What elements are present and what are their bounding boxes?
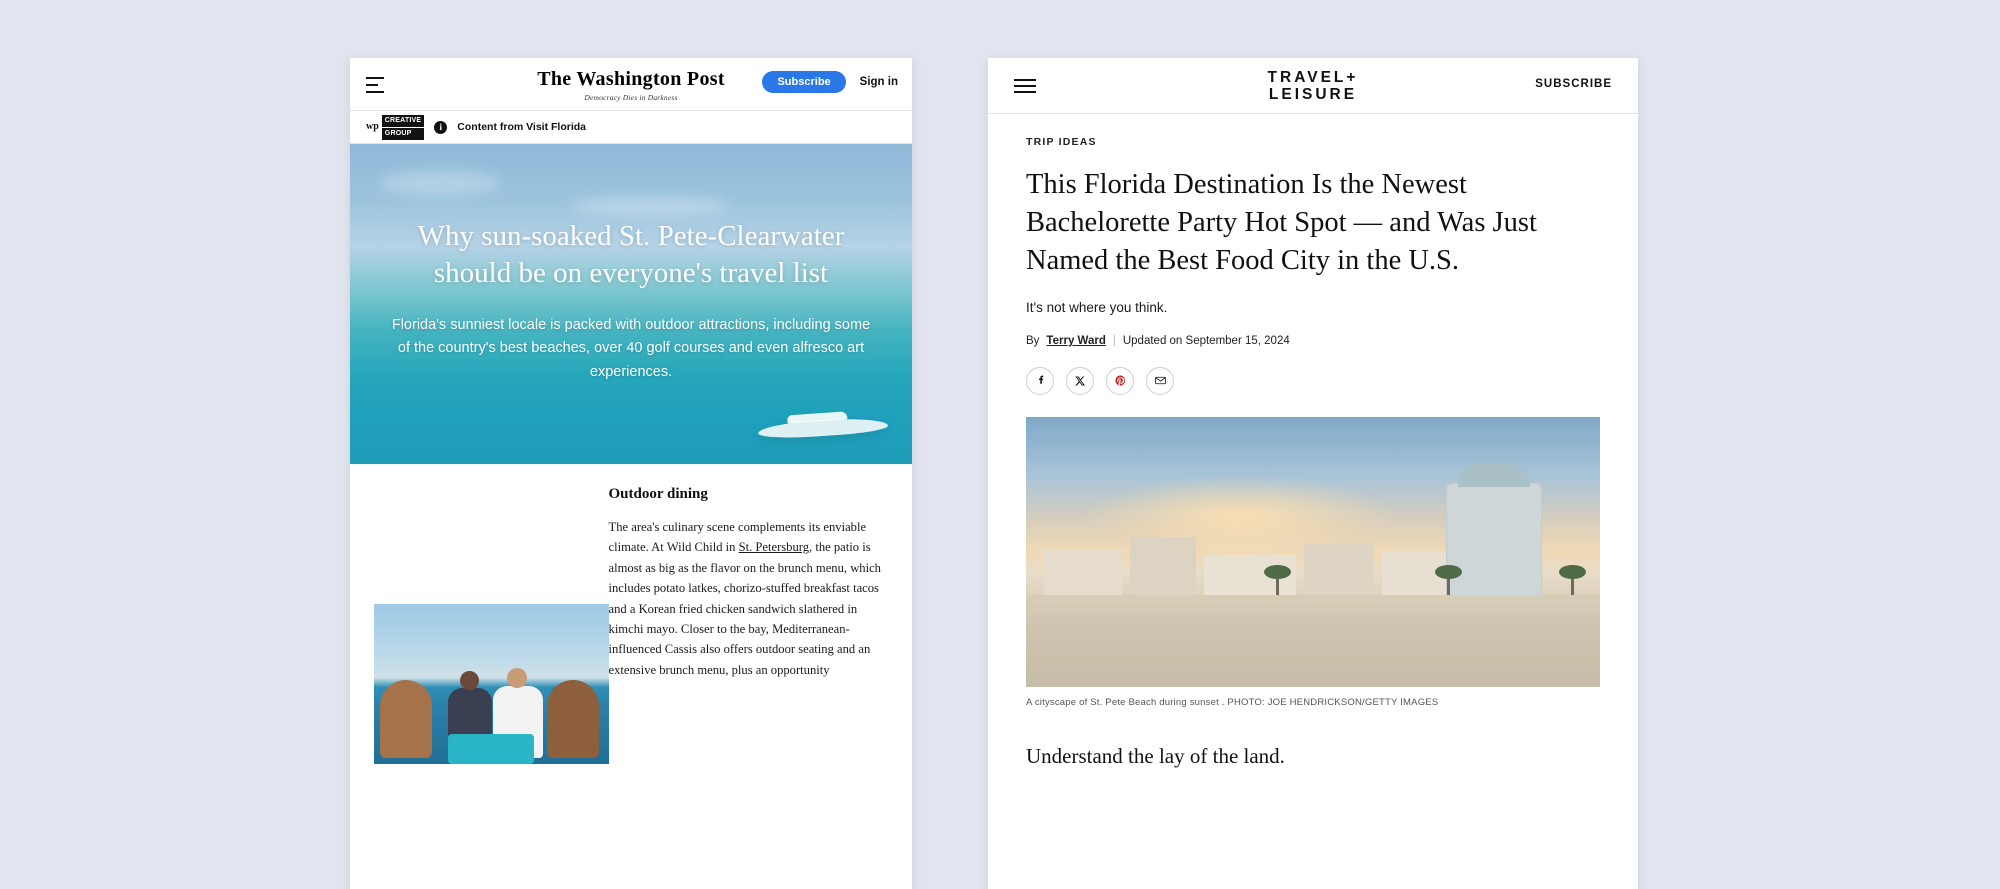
tl-dek: It's not where you think. [1026,299,1168,315]
chair-decoration [380,680,432,758]
building-decoration [1044,549,1122,601]
building-decoration [1130,537,1196,601]
wp-creative-group-logo [366,115,424,140]
sponsor-content-text: Content from Visit Florida [457,121,587,133]
tl-byline [1026,335,1600,347]
tl-headline: This Florida Destination Is the Newest Bachelorette Party Hot Spot — and Was Just Named the Best Food City in the U.S. [1026,169,1537,276]
st-pete-beach-photo [1026,417,1600,687]
wp-site-header [350,58,912,110]
tl-article-figure [1026,417,1600,708]
tl-logo-line-2: LEISURE [1268,86,1358,104]
info-icon[interactable]: i [434,121,447,134]
tl-kicker[interactable]: TRIP IDEAS [1026,136,1097,148]
table-decoration [448,734,534,764]
wp-paragraph-part-1: The area's culinary scene complements its enviable climate. At Wild Child in [608,520,867,555]
tl-article-body [988,114,1638,769]
wp-masthead-tagline: Democracy Dies in Darkness [584,93,678,102]
wp-paragraph-part-2: , the patio is almost as big as the flavor on the brunch menu, which includes potato latkes, chorizo-stuffed breakfast tacos and a Korean fried chicken sandwich slathered in kimchi mayo. Closer to the bay, Mediterranean-influenced Cassis also offers outdoor seating and an extensive brunch menu, plus an opportunity [608,540,881,677]
email-share-icon[interactable] [1146,367,1174,395]
tl-share-bar [1026,367,1600,395]
st-petersburg-link[interactable]: St. Petersburg [738,540,810,555]
pinterest-share-icon[interactable] [1106,367,1134,395]
tl-logo-line-1: TRAVEL+ [1267,69,1359,86]
author-link[interactable]: Terry Ward [1046,334,1106,347]
group-label: GROUP [382,128,424,140]
wp-section-title: Outdoor dining [608,486,708,502]
byline-divider: | [1112,334,1116,347]
boat-decoration [758,415,889,440]
wp-sponsor-bar [350,110,912,144]
twitter-x-share-icon[interactable] [1066,367,1094,395]
building-decoration [1304,543,1374,601]
wp-masthead-title: The Washington Post [537,68,725,90]
resort-tower-decoration [1446,483,1542,601]
tl-site-header [988,58,1638,114]
facebook-share-icon[interactable] [1026,367,1054,395]
wp-hero-subtitle: Florida's sunniest locale is packed with outdoor attractions, including some of the country's best beaches, over 40 golf courses and even alfresco art experiences. [391,317,871,380]
wp-header-actions [762,71,898,93]
subscribe-button[interactable]: Subscribe [762,71,845,93]
wp-article-right-column [609,486,912,764]
wp-article-body [350,464,912,764]
beach-decoration [1026,595,1600,687]
travel-leisure-article-card [988,58,1638,889]
wp-hero-title: Why sun-soaked St. Pete-Clearwater should be on everyone's travel list [417,220,845,290]
hamburger-menu-icon[interactable] [1014,79,1036,93]
wp-article-paragraph [609,517,886,680]
updated-date: Updated on September 15, 2024 [1122,334,1290,347]
creative-label: CREATIVE [382,115,424,127]
sign-in-link[interactable]: Sign in [859,76,898,88]
photo-caption: A cityscape of St. Pete Beach during sunset . PHOTO: JOE HENDRICKSON/GETTY IMAGES [1026,696,1439,708]
washington-post-article-card [350,58,912,889]
wp-hero-image [350,144,912,464]
wp-outdoor-dining-photo [374,604,609,764]
wp-article-left-column [350,486,609,764]
by-label: By [1026,334,1040,347]
wp-logo-mark: wp [366,121,379,132]
tl-subheading: Understand the lay of the land. [1026,743,1285,768]
chair-decoration [547,680,599,758]
tl-subscribe-link[interactable]: SUBSCRIBE [1535,78,1612,90]
